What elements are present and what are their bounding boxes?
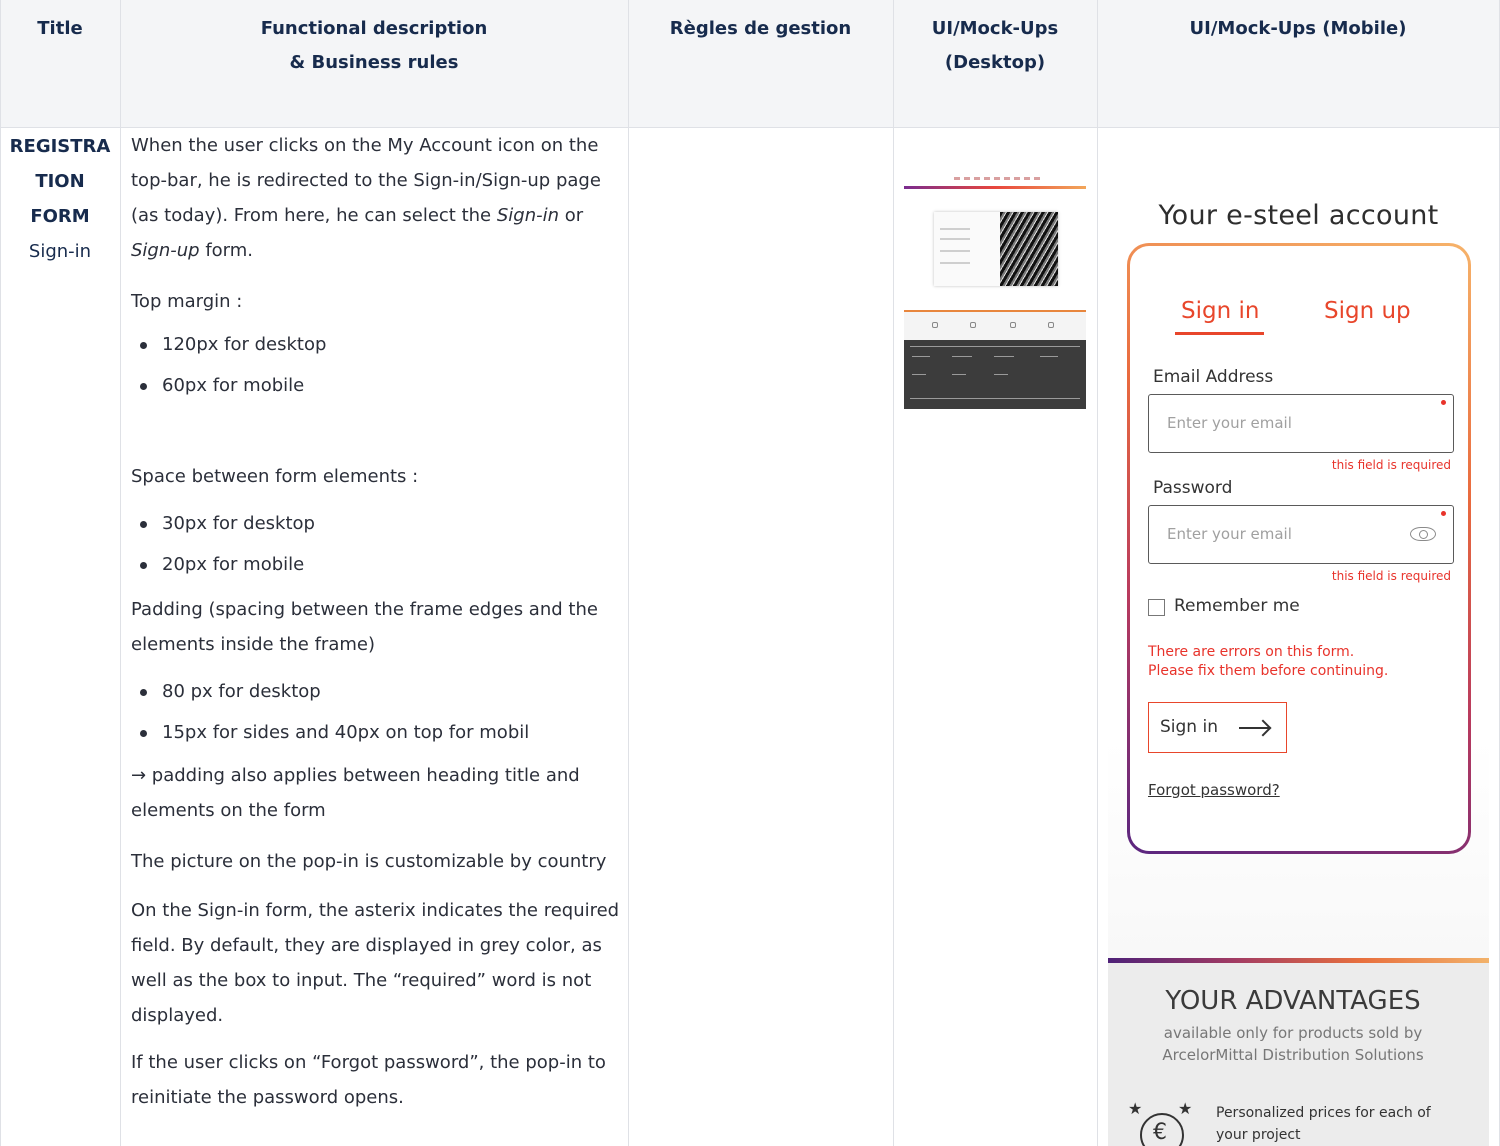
functional-description bbox=[131, 128, 621, 1131]
list-item: 15px for sides and 40px on top for mobil bbox=[131, 715, 621, 750]
form-error-message bbox=[1148, 643, 1388, 681]
list-item: 60px for mobile bbox=[131, 368, 621, 403]
advantages-subtitle-line: available only for products sold by bbox=[1163, 1024, 1423, 1042]
thumb-icon bbox=[1048, 322, 1054, 328]
header-mobile-text: UI/Mock-Ups (Mobile) bbox=[1189, 18, 1407, 39]
thumb-line bbox=[994, 356, 1014, 357]
thumb-icon bbox=[1010, 322, 1016, 328]
euro-symbol: € bbox=[1153, 1120, 1167, 1145]
thumb-line bbox=[952, 356, 972, 357]
remember-checkbox[interactable] bbox=[1148, 599, 1165, 616]
eye-icon[interactable] bbox=[1410, 527, 1436, 541]
tab-signin[interactable]: Sign in bbox=[1181, 298, 1260, 324]
header-functional-line2: & Business rules bbox=[289, 52, 459, 73]
advantages-title: YOUR ADVANTAGES bbox=[1165, 986, 1421, 1016]
top-margin-list bbox=[131, 327, 621, 403]
list-item: 80 px for desktop bbox=[131, 674, 621, 709]
thumb-icon bbox=[932, 322, 938, 328]
thumb-field bbox=[940, 262, 970, 264]
row-title bbox=[0, 128, 120, 269]
desc-intro bbox=[131, 128, 621, 268]
header-desktop-line2: (Desktop) bbox=[944, 52, 1046, 73]
column-divider bbox=[120, 0, 121, 1146]
thumb-gradient-bar bbox=[904, 186, 1086, 189]
thumb-photo bbox=[1000, 212, 1058, 286]
thumb-line bbox=[952, 374, 966, 375]
password-input[interactable] bbox=[1148, 505, 1454, 564]
email-placeholder: Enter your email bbox=[1167, 414, 1292, 432]
password-placeholder: Enter your email bbox=[1167, 525, 1292, 543]
thumb-line bbox=[1040, 356, 1058, 357]
advantages-section bbox=[1108, 958, 1489, 1146]
desc-picture: The picture on the pop-in is customizable by country bbox=[131, 851, 607, 872]
required-asterisk-icon bbox=[1441, 511, 1446, 516]
thumb-field bbox=[940, 228, 970, 230]
email-required-message: this field is required bbox=[1331, 458, 1451, 472]
header-functional-line1: Functional description bbox=[260, 18, 488, 39]
desc-text: When the user clicks on the My Account icon on the top-bar, he is redirected to the Sign-in/Sign-up page (as today). From here, he can select the bbox=[131, 135, 601, 226]
header-desktop-line1: UI/Mock-Ups bbox=[931, 18, 1059, 39]
arrow-right-icon bbox=[1239, 727, 1269, 729]
email-label: Email Address bbox=[1153, 367, 1274, 387]
thumb-line bbox=[994, 374, 1008, 375]
error-line: Please fix them before continuing. bbox=[1148, 663, 1389, 679]
signin-frame bbox=[1127, 243, 1471, 854]
desc-space: Space between form elements : bbox=[131, 466, 419, 487]
header-regles-text: Règles de gestion bbox=[669, 18, 852, 39]
advantages-gradient-bar bbox=[1108, 958, 1489, 963]
email-input[interactable] bbox=[1148, 394, 1454, 453]
thumb-topbar bbox=[954, 177, 1044, 180]
thumb-line bbox=[912, 374, 926, 375]
padding-list bbox=[131, 674, 621, 750]
desc-text: form. bbox=[199, 240, 254, 261]
thumb-line bbox=[912, 356, 930, 357]
mobile-heading: Your e-steel account bbox=[1158, 200, 1439, 231]
advantages-subtitle-line: ArcelorMittal Distribution Solutions bbox=[1162, 1046, 1424, 1064]
advantage-item bbox=[1216, 1102, 1466, 1146]
thumb-line bbox=[910, 346, 1080, 347]
tab-signup[interactable]: Sign up bbox=[1324, 298, 1411, 324]
column-divider bbox=[628, 0, 629, 1146]
signin-frame-inner bbox=[1130, 246, 1468, 851]
advantages-subtitle bbox=[1108, 1022, 1478, 1066]
desktop-mockup-thumbnail[interactable] bbox=[904, 172, 1086, 290]
remember-label[interactable]: Remember me bbox=[1174, 596, 1300, 616]
advantage-item-line: your project bbox=[1216, 1127, 1301, 1143]
column-divider bbox=[893, 0, 894, 1146]
desc-em: Sign-in bbox=[496, 205, 560, 226]
tab-active-underline bbox=[1175, 332, 1264, 335]
header-regles bbox=[628, 0, 893, 128]
list-item: 20px for mobile bbox=[131, 547, 621, 582]
star-icon: ★ bbox=[1178, 1099, 1193, 1118]
column-divider bbox=[1097, 0, 1098, 1146]
desc-asterix: On the Sign-in form, the asterix indicates the required field. By default, they are displayed in grey color, as well as the box to input. The “required” word is not displayed. bbox=[131, 900, 620, 1026]
error-line: There are errors on this form. bbox=[1148, 644, 1355, 660]
required-asterisk-icon bbox=[1441, 400, 1446, 405]
row-title-line: REGISTRA bbox=[9, 136, 111, 157]
desc-em: Sign-up bbox=[131, 240, 200, 261]
mobile-mockup bbox=[1108, 130, 1489, 1146]
desktop-footer-thumbnail[interactable] bbox=[904, 310, 1086, 409]
list-item: 120px for desktop bbox=[131, 327, 621, 362]
desc-text: or bbox=[559, 205, 584, 226]
password-label: Password bbox=[1153, 478, 1233, 498]
desc-padding: Padding (spacing between the frame edges and the elements inside the frame) bbox=[131, 599, 598, 655]
row-title-line: FORM bbox=[30, 206, 90, 227]
star-icon: ★ bbox=[1128, 1099, 1143, 1118]
thumb-field bbox=[940, 250, 970, 252]
header-title bbox=[0, 0, 120, 128]
desc-padding-note: → padding also applies between heading title and elements on the form bbox=[131, 765, 580, 821]
header-desktop bbox=[893, 0, 1097, 128]
row-title-line: TION bbox=[35, 171, 85, 192]
forgot-password-link[interactable]: Forgot password? bbox=[1148, 781, 1280, 799]
header-title-text: Title bbox=[37, 18, 83, 39]
thumb-field bbox=[940, 238, 970, 240]
header-mobile bbox=[1097, 0, 1499, 128]
thumb-line bbox=[910, 398, 1080, 399]
password-required-message: this field is required bbox=[1331, 569, 1451, 583]
list-item: 30px for desktop bbox=[131, 506, 621, 541]
signin-button[interactable] bbox=[1148, 702, 1287, 753]
row-subtitle: Sign-in bbox=[28, 241, 92, 262]
signin-button-label: Sign in bbox=[1160, 717, 1218, 737]
desc-forgot: If the user clicks on “Forgot password”, the pop-in to reinitiate the password opens. bbox=[131, 1052, 606, 1108]
desc-top-margin: Top margin : bbox=[131, 291, 243, 312]
space-list bbox=[131, 506, 621, 582]
thumb-icon bbox=[970, 322, 976, 328]
advantage-item-line: Personalized prices for each of bbox=[1216, 1105, 1431, 1121]
header-functional bbox=[120, 0, 628, 128]
